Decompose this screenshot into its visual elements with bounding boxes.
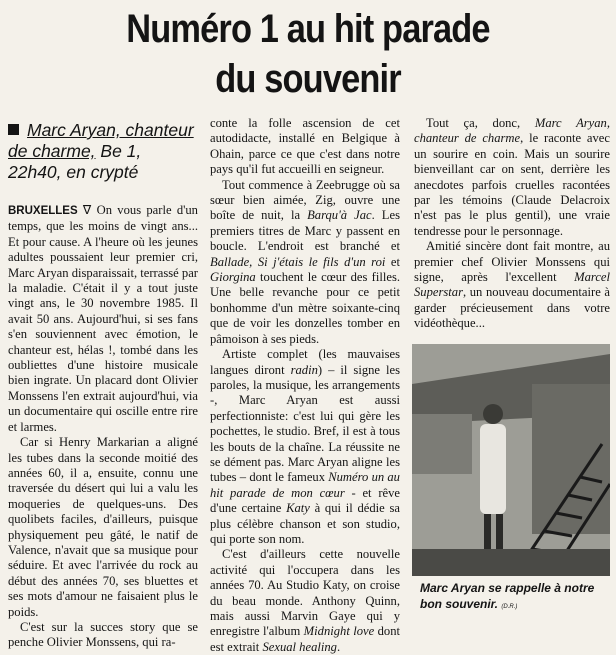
paragraph xyxy=(8,203,198,435)
text-run: , un nouveau documentaire à garder précieusement dans votre vidéothèque... xyxy=(414,285,610,331)
headline-line-1: Numéro 1 au hit parade xyxy=(126,7,490,51)
text-run: dont est extrait xyxy=(210,624,400,654)
airplane-fuselage xyxy=(532,384,610,534)
kicker-broadcast: Be 1, 22h40, en crypté xyxy=(8,141,142,182)
person-leg xyxy=(496,514,503,554)
text-run: à qui il dédie sa plus célèbre chanson et son studio, qui porte son nom. xyxy=(210,501,400,546)
paragraph: conte la folle ascension de cet autodidacte, installé en Belgique à Ohain, parce ce que c'est dans notre pays qu'il fut accueilli en seigneur. xyxy=(210,116,400,177)
headline xyxy=(43,4,573,104)
text-run: touchent le cœur des filles. Une belle revanche pour ce petit bonhomme d'un mètre soixante-cinq que de voir les donzelles tomber en pâmoison à ses pieds. xyxy=(210,270,400,346)
italic-run: Ballade, Si j'étais le fils d'un roi xyxy=(210,254,386,269)
column-3 xyxy=(414,116,610,359)
person-coat xyxy=(480,424,506,514)
paragraph xyxy=(210,347,400,547)
paragraph xyxy=(414,116,610,239)
paragraph-text: On vous parle d'un temps, que les moins de vingt ans... Et pour cause. A l'heure où les jeunes adultes poussaient leur premier cri, Marc Aryan disparaissait, terrassé par la maladie. C'était il y a tout juste vingt ans, le 30 novembre 1985. Il avait 50 ans. Aujourd'hui, si ses fans s'en souviennent avec émotion, le chanteur est, hélas !, tombé dans les oubliettes d'une histoire musicale bien ingrate. Un placard dont Olivier Monssens l'en extrait aujourd'hui, via un documentaire qui oscille entre rire et larmes. xyxy=(8,203,198,434)
bullet-square-icon xyxy=(8,124,19,135)
column-2 xyxy=(210,116,400,655)
text-run: Tout ça, donc, xyxy=(426,116,535,130)
paragraph: C'est sur la succes story que se penche Olivier Monssens, qui ra- xyxy=(8,619,198,650)
photo-illustration xyxy=(412,344,610,576)
paragraph xyxy=(210,178,400,347)
italic-run: Katy xyxy=(286,501,310,516)
text-run: et xyxy=(385,254,400,269)
italic-run: Marcel Superstar xyxy=(414,270,610,300)
text-run: Artiste complet (les mauvaises langues diront xyxy=(210,347,400,377)
paragraph xyxy=(210,547,400,655)
text-run: Amitié sincère dont fait montre, au premier chef Olivier Monssens qui signe, après l'excellent xyxy=(414,239,610,285)
kicker xyxy=(8,120,198,183)
tarmac xyxy=(412,549,610,576)
text-run: - et rêve d'une certaine xyxy=(210,485,400,516)
caption-text: Marc Aryan se rappelle à notre bon souvenir. xyxy=(420,581,595,611)
italic-run: Giorgina xyxy=(210,270,256,285)
column-1 xyxy=(8,120,198,651)
italic-run: radin xyxy=(290,362,318,377)
italic-run: Midnight love xyxy=(303,624,375,639)
dateline: BRUXELLES xyxy=(8,205,78,217)
text-run: C'est d'ailleurs cette nouvelle activité qui l'occupera dans les années 70. Au Studio Katy, on croise du beau monde. Anthony Quinn, mais aussi Marvin Gaye qui y enregistre l'album xyxy=(210,547,400,639)
paragraph: Car si Henry Markarian a aligné les tubes dans la seconde moitié des années 60, il a, ensuite, connu une traversée du désert qui lui a valu les moqueries de quelques-uns. Des quolibets faciles, d'ailleurs, puisque physiquement peu gâté, le natif de Valence, n'avait que sa musique pour séduire. Et avec l'arrivée du rock au début des années 70, ses bluettes et ses mots d'amour ne faisaient plus le poids. xyxy=(8,435,198,619)
text-run: Tout commence à Zeebrugge où sa sœur bien aimée, Zig, ouvre une boîte de nuit, la xyxy=(210,177,400,223)
text-run: . xyxy=(336,639,341,654)
photo-credit: (D.R.) xyxy=(501,604,518,610)
photo xyxy=(412,344,610,576)
italic-run: Sexual healing xyxy=(262,639,337,654)
dateline-symbol: ∇ xyxy=(77,203,97,217)
photo-caption xyxy=(420,580,610,615)
text-run: ) – il signe les paroles, la musique, les arrangements -, Marc Aryan est aussi perfectionniste: c'est lui qui gère les pochettes, le studio. Bref, il est à tous les bouts de la chaîne. La réussite ne se dément pas. Marc Aryan aligne les tubes – dont le fameux xyxy=(210,362,401,485)
italic-run: Numéro un au hit parade de mon cœur xyxy=(210,470,400,500)
vehicle xyxy=(412,414,472,474)
paragraph xyxy=(414,239,610,331)
person-head xyxy=(483,404,503,424)
person-leg xyxy=(484,514,491,554)
italic-run: Barqu'à Jac xyxy=(307,208,372,223)
headline-line-2: du souvenir xyxy=(215,57,401,101)
italic-run: Marc Aryan, chanteur de charme xyxy=(414,116,610,146)
text-run: . Les premiers titres de Marc y passent en boucle. L'endroit est branché et xyxy=(210,208,400,254)
text-run: , le raconte avec un sourire en coin. Mais un sourire bienveillant car on sent, derrière les anecdotes parfois cruelles racontées par les témoins (Claude Delacroix n'est pas le plus gentil), une vraie tendresse pour le personnage. xyxy=(414,131,610,238)
kicker-title: Marc Aryan, chanteur de charme, xyxy=(8,120,194,161)
